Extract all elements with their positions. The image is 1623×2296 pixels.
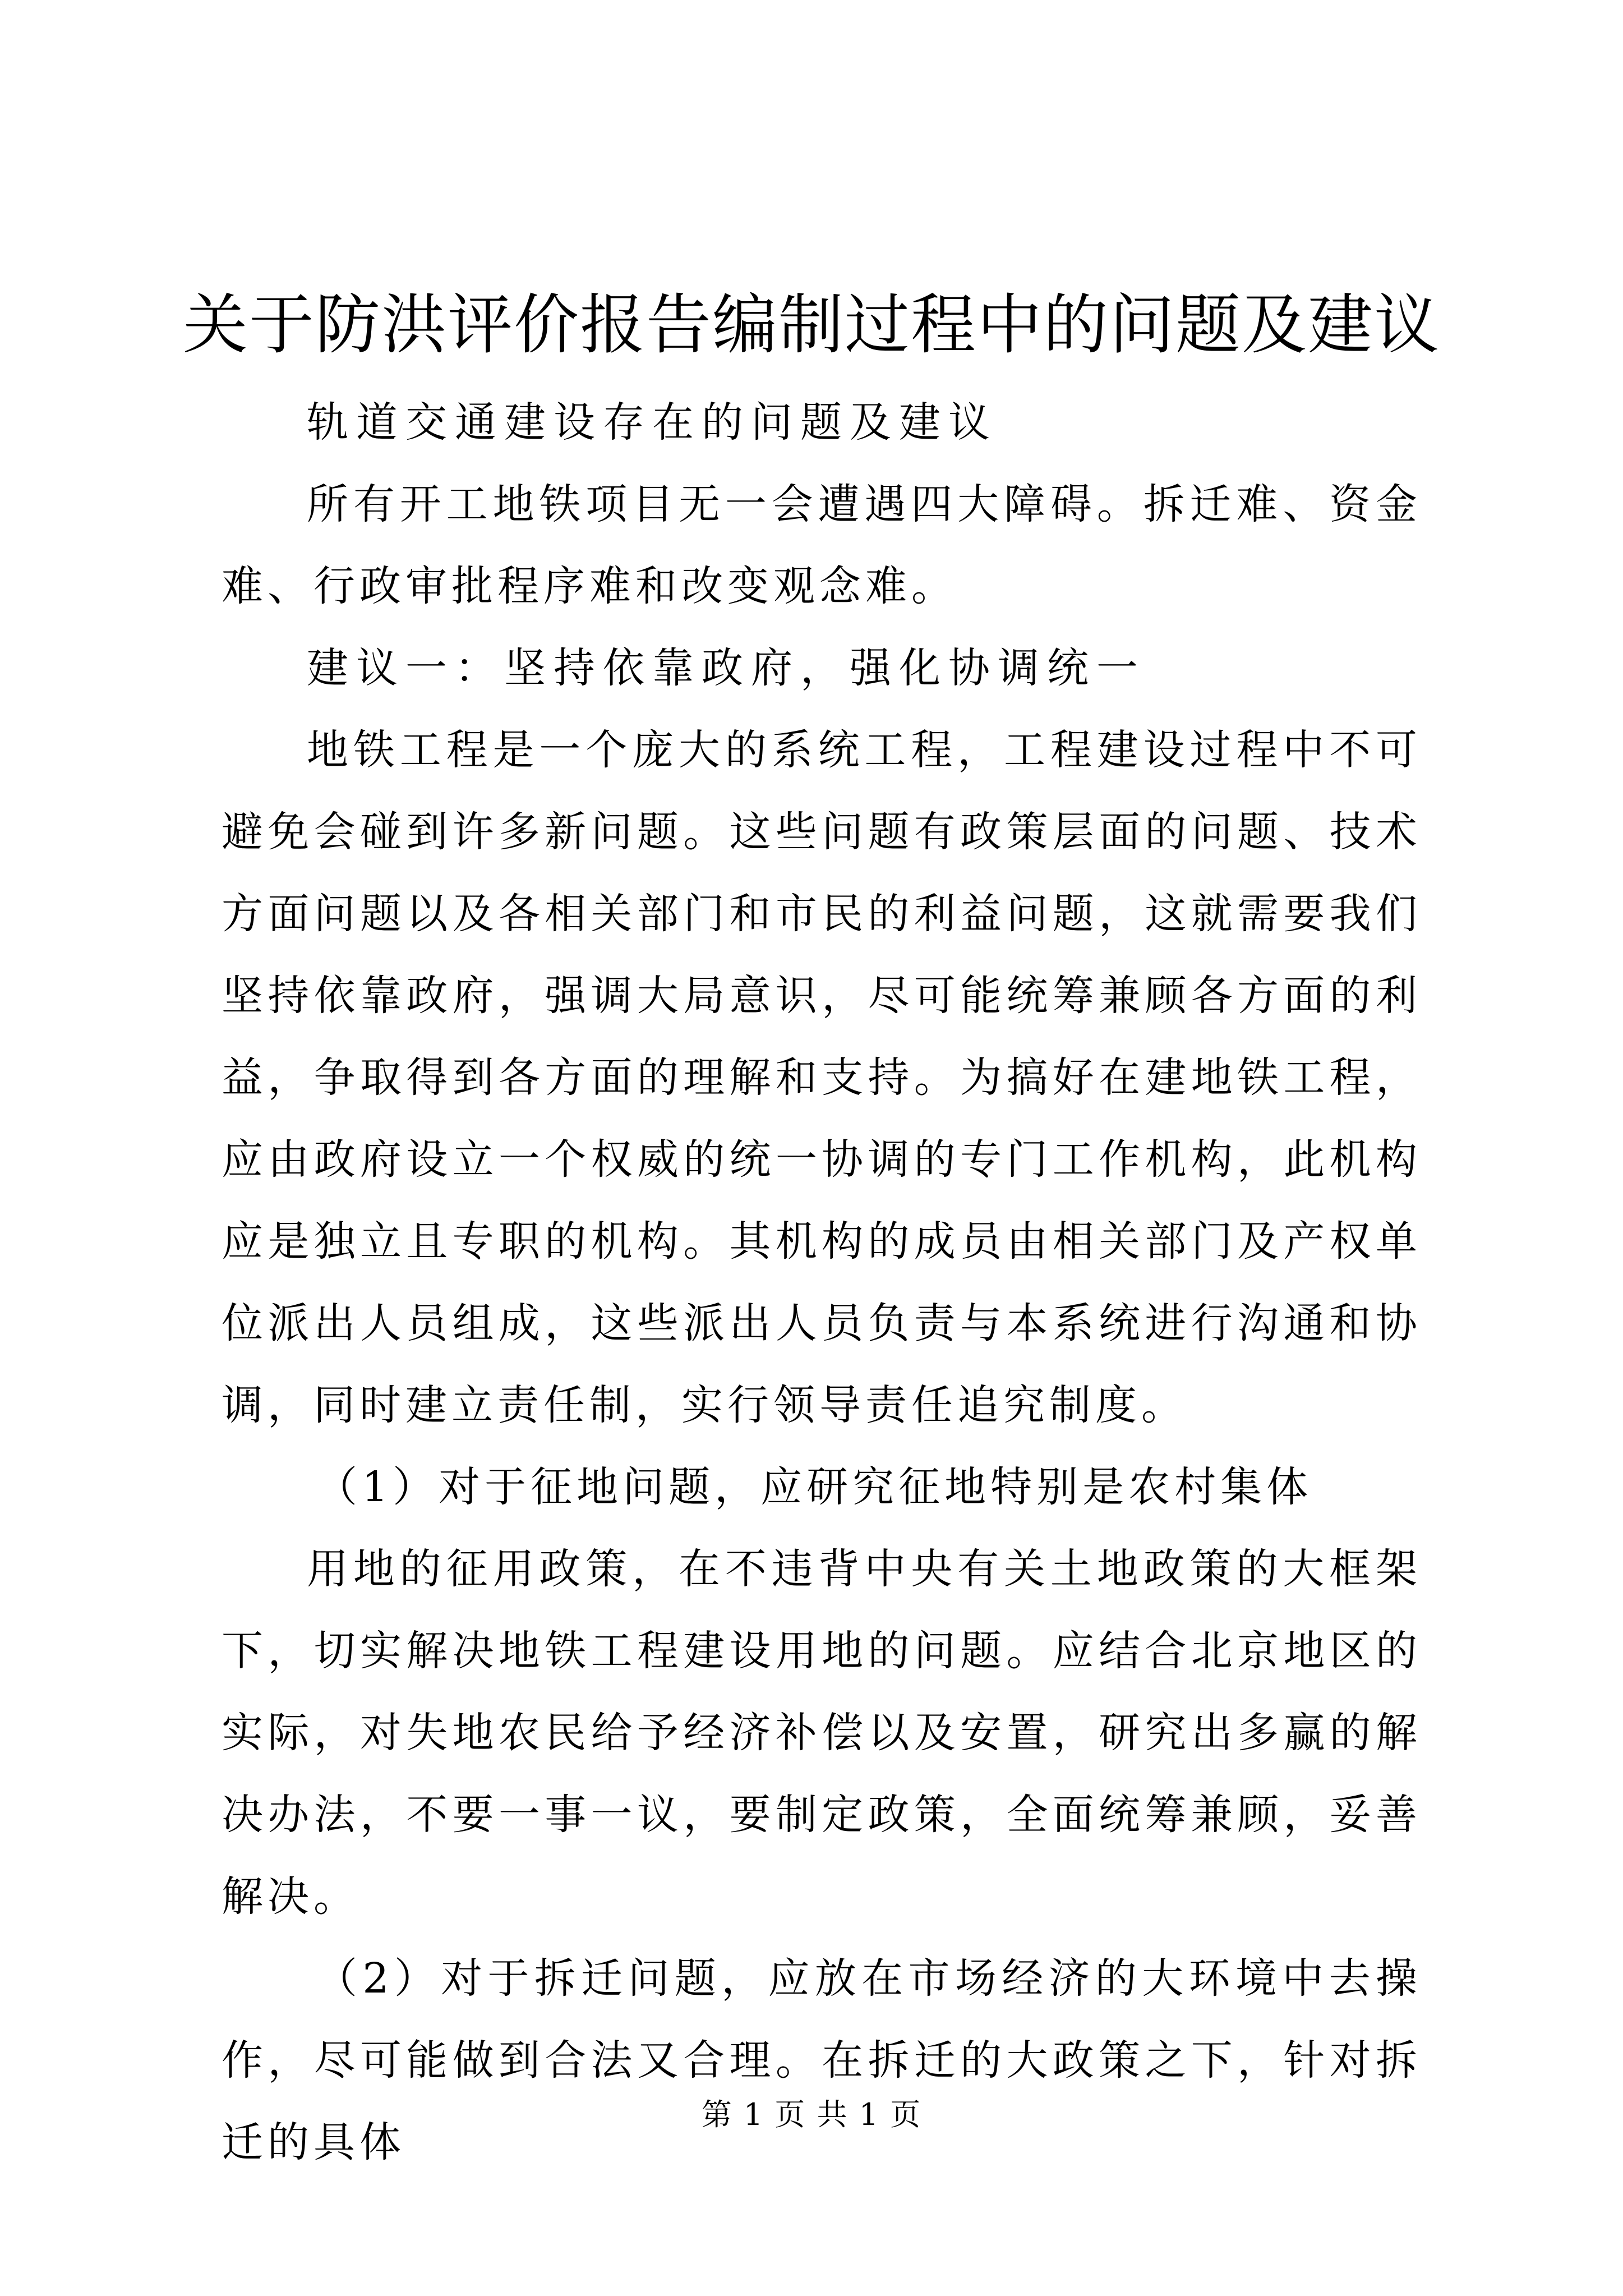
paragraph-item-2: （2）对于拆迁问题，应放在市场经济的大环境中去操作，尽可能做到合法又合理。在拆迁的大政策之下，针对拆迁的具体 [222,1954,1422,2166]
paragraph-suggestion-one: 建议一：坚持依靠政府，强化协调统一 [307,644,1146,692]
document-title: 关于防洪评价报告编制过程中的问题及建议 [183,287,1440,363]
page-number-footer: 第 1 页 共 1 页 [701,2097,922,2132]
paragraph-item-1: （1）对于征地问题，应研究征地特别是农村集体 [316,1463,1313,1511]
paragraph-obstacles: 所有开工地铁项目无一会遭遇四大障碍。拆迁难、资金难、行政审批程序难和改变观念难。 [222,480,1422,610]
document-body [222,381,1422,2183]
paragraph-land-policy: 用地的征用政策，在不违背中央有关土地政策的大框架下，切实解决地铁工程建设用地的问题。应结合北京地区的实际，对失地农民给予经济补偿以及安置，研究出多赢的解决办法，不要一事一议，要制定政策，全面统筹兼顾，妥善解决。 [222,1545,1422,1921]
paragraph-system-engineering: 地铁工程是一个庞大的系统工程，工程建设过程中不可避免会碰到许多新问题。这些问题有政策层面的问题、技术方面问题以及各相关部门和市民的利益问题，这就需要我们坚持依靠政府，强调大局意识，尽可能统筹兼顾各方面的利益，争取得到各方面的理解和支持。为搞好在建地铁工程，应由政府设立一个权威的统一协调的专门工作机构，此机构应是独立且专职的机构。其机构的成员由相关部门及产权单位派出人员组成，这些派出人员负责与本系统进行沟通和协调，同时建立责任制，实行领导责任追究制度。 [222,726,1422,1429]
paragraph-subheading: 轨道交通建设存在的问题及建议 [307,398,998,447]
